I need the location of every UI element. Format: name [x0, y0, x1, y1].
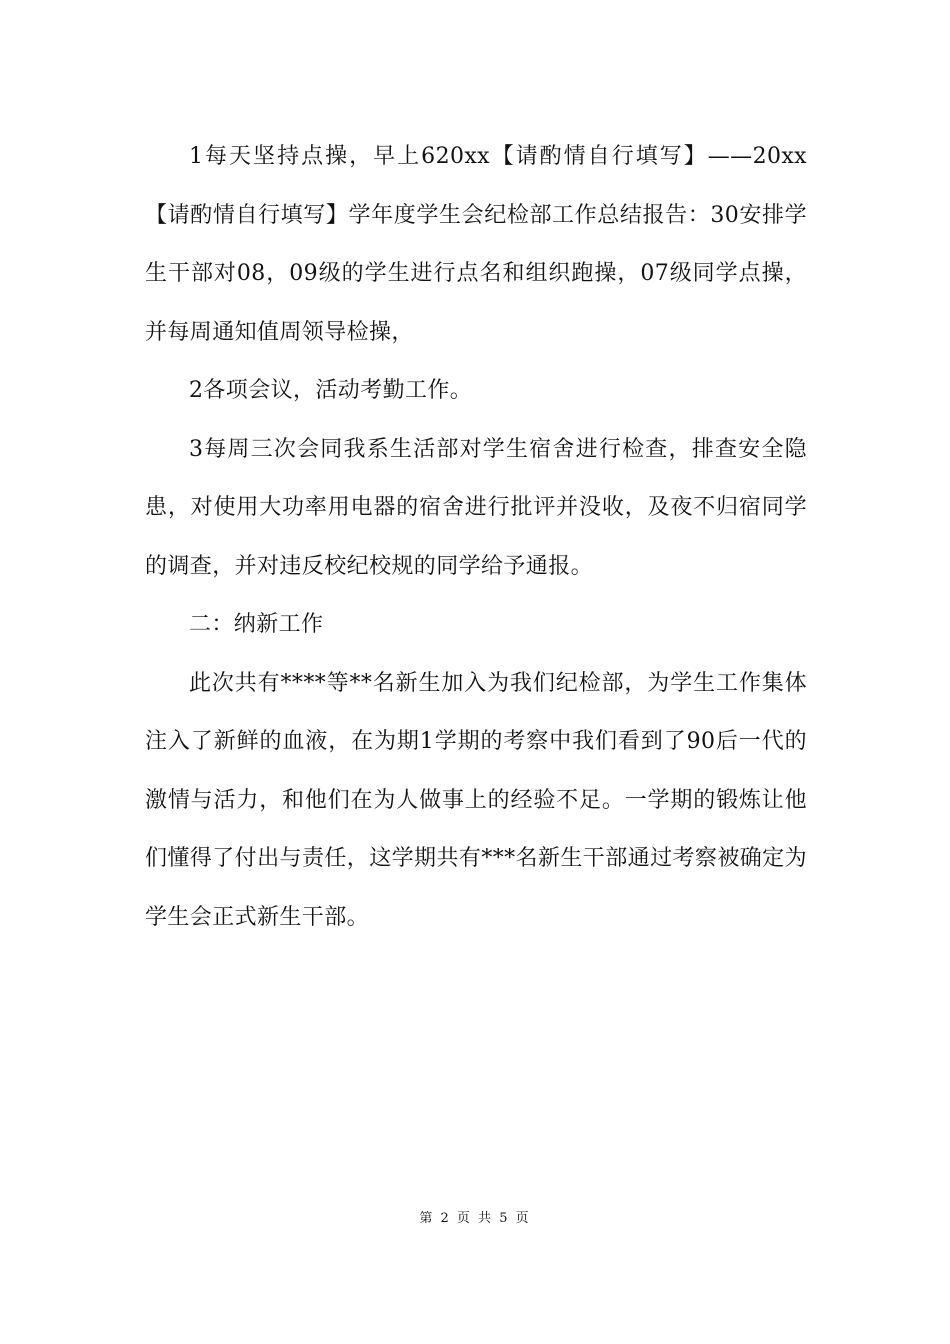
footer-total-pages: 5: [499, 1211, 510, 1226]
footer-current-page: 2: [440, 1211, 451, 1226]
document-body: [145, 128, 807, 947]
paragraph-new-members: 此次共有****等**名新生加入为我们纪检部，为学生工作集体注入了新鲜的血液，在为期1学期的考察中我们看到了90后一代的激情与活力，和他们在为人做事上的经验不足。一学期的锻炼让他们懂得了付出与责任，这学期共有***名新生干部通过考察被确定为学生会正式新生干部。: [145, 670, 807, 930]
footer-prefix: 第: [419, 1211, 435, 1226]
paragraph-checkin-duty: 1每天坚持点操，早上620xx【请酌情自行填写】——20xx【请酌情自行填写】学年度学生会纪检部工作总结报告：30安排学生干部对08，09级的学生进行点名和组织跑操，07级同学点操，并每周通知值周领导检操，: [145, 144, 807, 345]
footer-middle: 页 共: [456, 1211, 494, 1226]
page-footer: [0, 1207, 950, 1226]
paragraph-attendance: 2各项会议，活动考勤工作。: [189, 378, 473, 403]
footer-suffix: 页: [515, 1211, 531, 1226]
section-heading-recruitment: 二：纳新工作: [189, 612, 324, 637]
paragraph-dorm-inspection: 3每周三次会同我系生活部对学生宿舍进行检查，排查安全隐患，对使用大功率用电器的宿舍进行批评并没收，及夜不归宿同学的调查，并对违反校纪校规的同学给予通报。: [145, 436, 807, 579]
